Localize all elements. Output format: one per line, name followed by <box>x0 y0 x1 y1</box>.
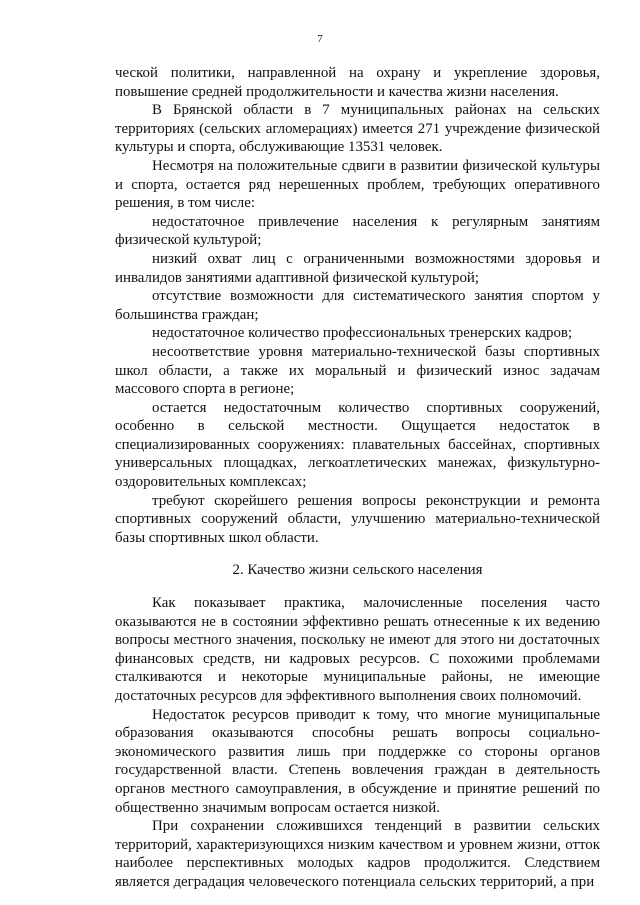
list-item: низкий охват лиц с ограниченными возможностями здоровья и инвалидов занятиями адаптивной физической культурой; <box>115 250 600 286</box>
list-item: несоответствие уровня материально-технической базы спортивных школ области, а также их моральный и физический износ задачам массового спорта в регионе; <box>115 343 600 398</box>
paragraph: Недостаток ресурсов приводит к тому, что многие муниципальные образования оказываются способны решать вопросы социально-экономического развития лишь при поддержке со стороны органов государственной власти. Степень вовлечения граждан в деятельность органов местного самоуправления, в обсуждение и принятие решений по общественно значимым вопросам остается низкой. <box>115 706 600 816</box>
section-heading: 2. Качество жизни сельского населения <box>232 562 483 579</box>
list-item: отсутствие возможности для систематического занятия спортом у большинства граждан; <box>115 288 600 323</box>
paragraph: Как показывает практика, малочисленные поселения часто оказываются не в состоянии эффективно решать отнесенные к их ведению вопросы местного значения, поскольку не имеют для этого ни достаточных финансовых средств, ни кадровых ресурсов. С похожими проблемами сталкиваются и некоторые муниципальные районы, не имеющие достаточных ресурсов для эффективного выполнения своих полномочий. <box>115 595 600 704</box>
list-item: недостаточное количество профессиональных тренерских кадров; <box>152 325 573 342</box>
paragraph: При сохранении сложившихся тенденций в развитии сельских территорий, характеризующихся низким качеством и уровнем жизни, отток наиболее перспективных молодых кадров продолжится. Следствием является деградация человеческого потенциала сельских территорий, а при <box>115 818 600 890</box>
list-item: остается недостаточным количество спортивных сооружений, особенно в сельской местности. Ощущается недостаток в специализированных сооружениях: плавательных бассейнах, спортивных универсальных площадках, легкоатлетических манежах, физкультурно-оздоровительных комплексах; <box>115 399 600 491</box>
page-body <box>115 64 600 892</box>
list-item: недостаточное привлечение населения к регулярным занятиям физической культурой; <box>115 213 600 249</box>
paragraph: ческой политики, направленной на охрану и укрепление здоровья, повышение средней продолжительности и качества жизни населения. <box>115 65 600 100</box>
list-item: требуют скорейшего решения вопросы реконструкции и ремонта спортивных сооружений области, улучшению материально-технической базы спортивных школ области. <box>115 492 600 546</box>
page-number: 7 <box>317 33 323 45</box>
paragraph: Несмотря на положительные сдвиги в развитии физической культуры и спорта, остается ряд нерешенных проблем, требующих оперативного решения, в том числе: <box>115 157 600 212</box>
paragraph: В Брянской области в 7 муниципальных районах на сельских территориях (сельских агломерациях) имеется 271 учреждение физической культуры и спорта, обслуживающие 13531 человек. <box>115 102 600 156</box>
